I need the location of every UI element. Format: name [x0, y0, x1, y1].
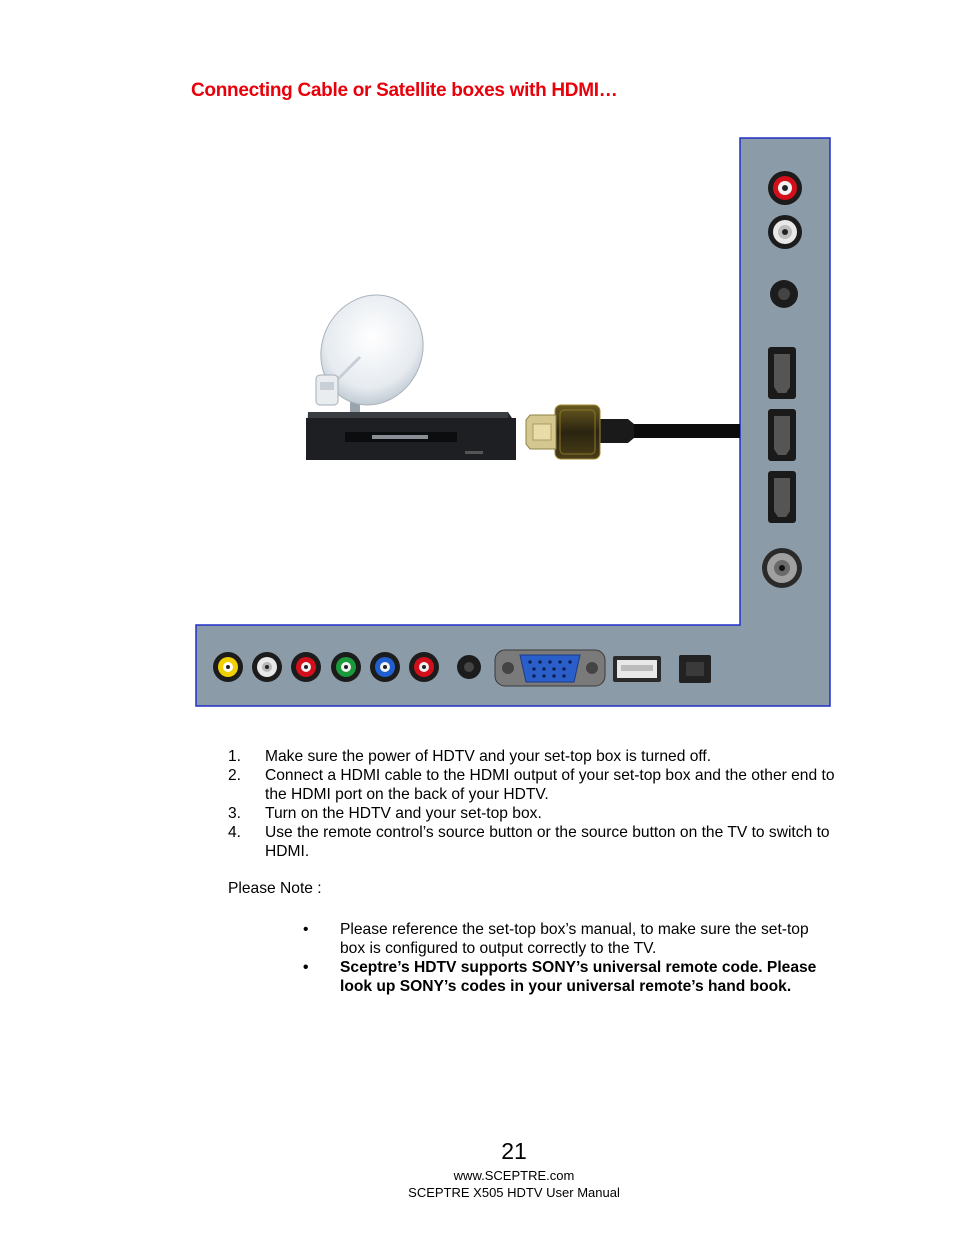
step-number: 3. [228, 805, 242, 822]
composite-audio-left-port [252, 652, 282, 682]
component-pb-port [370, 652, 400, 682]
page-title: Connecting Cable or Satellite boxes with HDMI… [191, 80, 618, 101]
note-text: Please reference the set-top box’s manual, to make sure the set-top box is configured to output correctly to the TV. [340, 921, 809, 957]
step-text: Connect a HDMI cable to the HDMI output of your set-top box and the other end to the HDMI port on the back of your HDTV. [265, 767, 835, 803]
vga-port [495, 650, 605, 686]
component-y-port [331, 652, 361, 682]
note-label: Please Note : [228, 880, 322, 897]
hdmi-port-3 [768, 471, 796, 523]
component-pr-port [409, 652, 439, 682]
step-text: Turn on the HDTV and your set-top box. [265, 805, 542, 822]
footer-website: www.SCEPTRE.com [453, 1168, 575, 1183]
optical-audio-port [679, 655, 711, 683]
bullet: • [303, 959, 309, 976]
page-number: 21 [501, 1138, 527, 1164]
audio-left-port [768, 215, 802, 249]
hdmi-port-2 [768, 409, 796, 461]
note-text: Sceptre’s HDTV supports SONY’s universal remote code. Please look up SONY’s codes in your universal remote’s hand book. [340, 959, 817, 995]
note-item-bold [303, 958, 838, 996]
step-text: Make sure the power of HDTV and your set-top box is turned off. [265, 748, 712, 765]
composite-video-port [213, 652, 243, 682]
step-item [228, 766, 838, 804]
step-item [228, 747, 838, 766]
headphone-jack [770, 280, 798, 308]
footer-manual-title: SCEPTRE X505 HDTV User Manual [408, 1185, 620, 1200]
instruction-steps [228, 747, 838, 861]
pc-audio-jack [457, 655, 481, 679]
step-number: 2. [228, 767, 242, 784]
set-top-box-icon [306, 412, 516, 460]
usb-port [613, 656, 661, 682]
hdmi-port-1 [768, 347, 796, 399]
hdmi-cable-icon [526, 405, 740, 459]
note-list [303, 920, 838, 996]
step-number: 1. [228, 748, 242, 765]
step-text: Use the remote control’s source button or the source button on the TV to switch to HDMI. [265, 824, 830, 860]
step-number: 4. [228, 824, 242, 841]
note-item [303, 920, 838, 958]
satellite-dish-icon [303, 278, 441, 422]
bullet: • [303, 921, 309, 938]
step-item [228, 823, 838, 861]
composite-audio-right-port [291, 652, 321, 682]
connection-diagram [190, 132, 835, 712]
coaxial-antenna-port [762, 548, 802, 588]
audio-right-port [768, 171, 802, 205]
step-item [228, 804, 838, 823]
